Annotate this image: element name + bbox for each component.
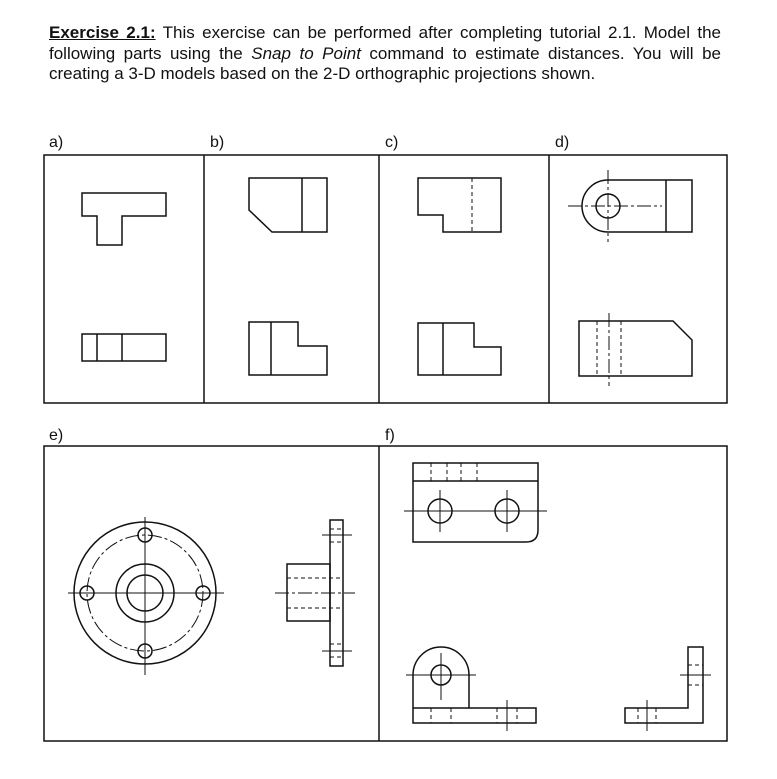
- figure-label-e: e): [49, 427, 64, 444]
- snap-to-point-command-name: Snap to Point: [251, 43, 361, 63]
- top-figure-frame: [44, 155, 727, 403]
- figure-label-c: c): [385, 134, 399, 151]
- figure-label-a: a): [49, 134, 64, 151]
- instruction-text-part-2: command to estimate distances. You will be creating a 3-D models based on the 2-D orthographic projections shown.: [49, 43, 721, 83]
- figure-label-b: b): [210, 134, 225, 151]
- figure-label-f: f): [385, 427, 395, 444]
- instruction-text-part-1: This exercise can be performed after completing tutorial 2.1. Model the following parts using the: [49, 23, 722, 63]
- drawing-e: [68, 517, 355, 675]
- drawing-b: [249, 178, 327, 375]
- drawing-d: [568, 170, 692, 386]
- drawing-c: [418, 178, 501, 375]
- exercise-heading: Exercise 2.1:: [49, 23, 156, 42]
- drawing-f: [404, 463, 711, 731]
- figure-label-d: d): [555, 134, 570, 151]
- drawing-a: [82, 193, 166, 361]
